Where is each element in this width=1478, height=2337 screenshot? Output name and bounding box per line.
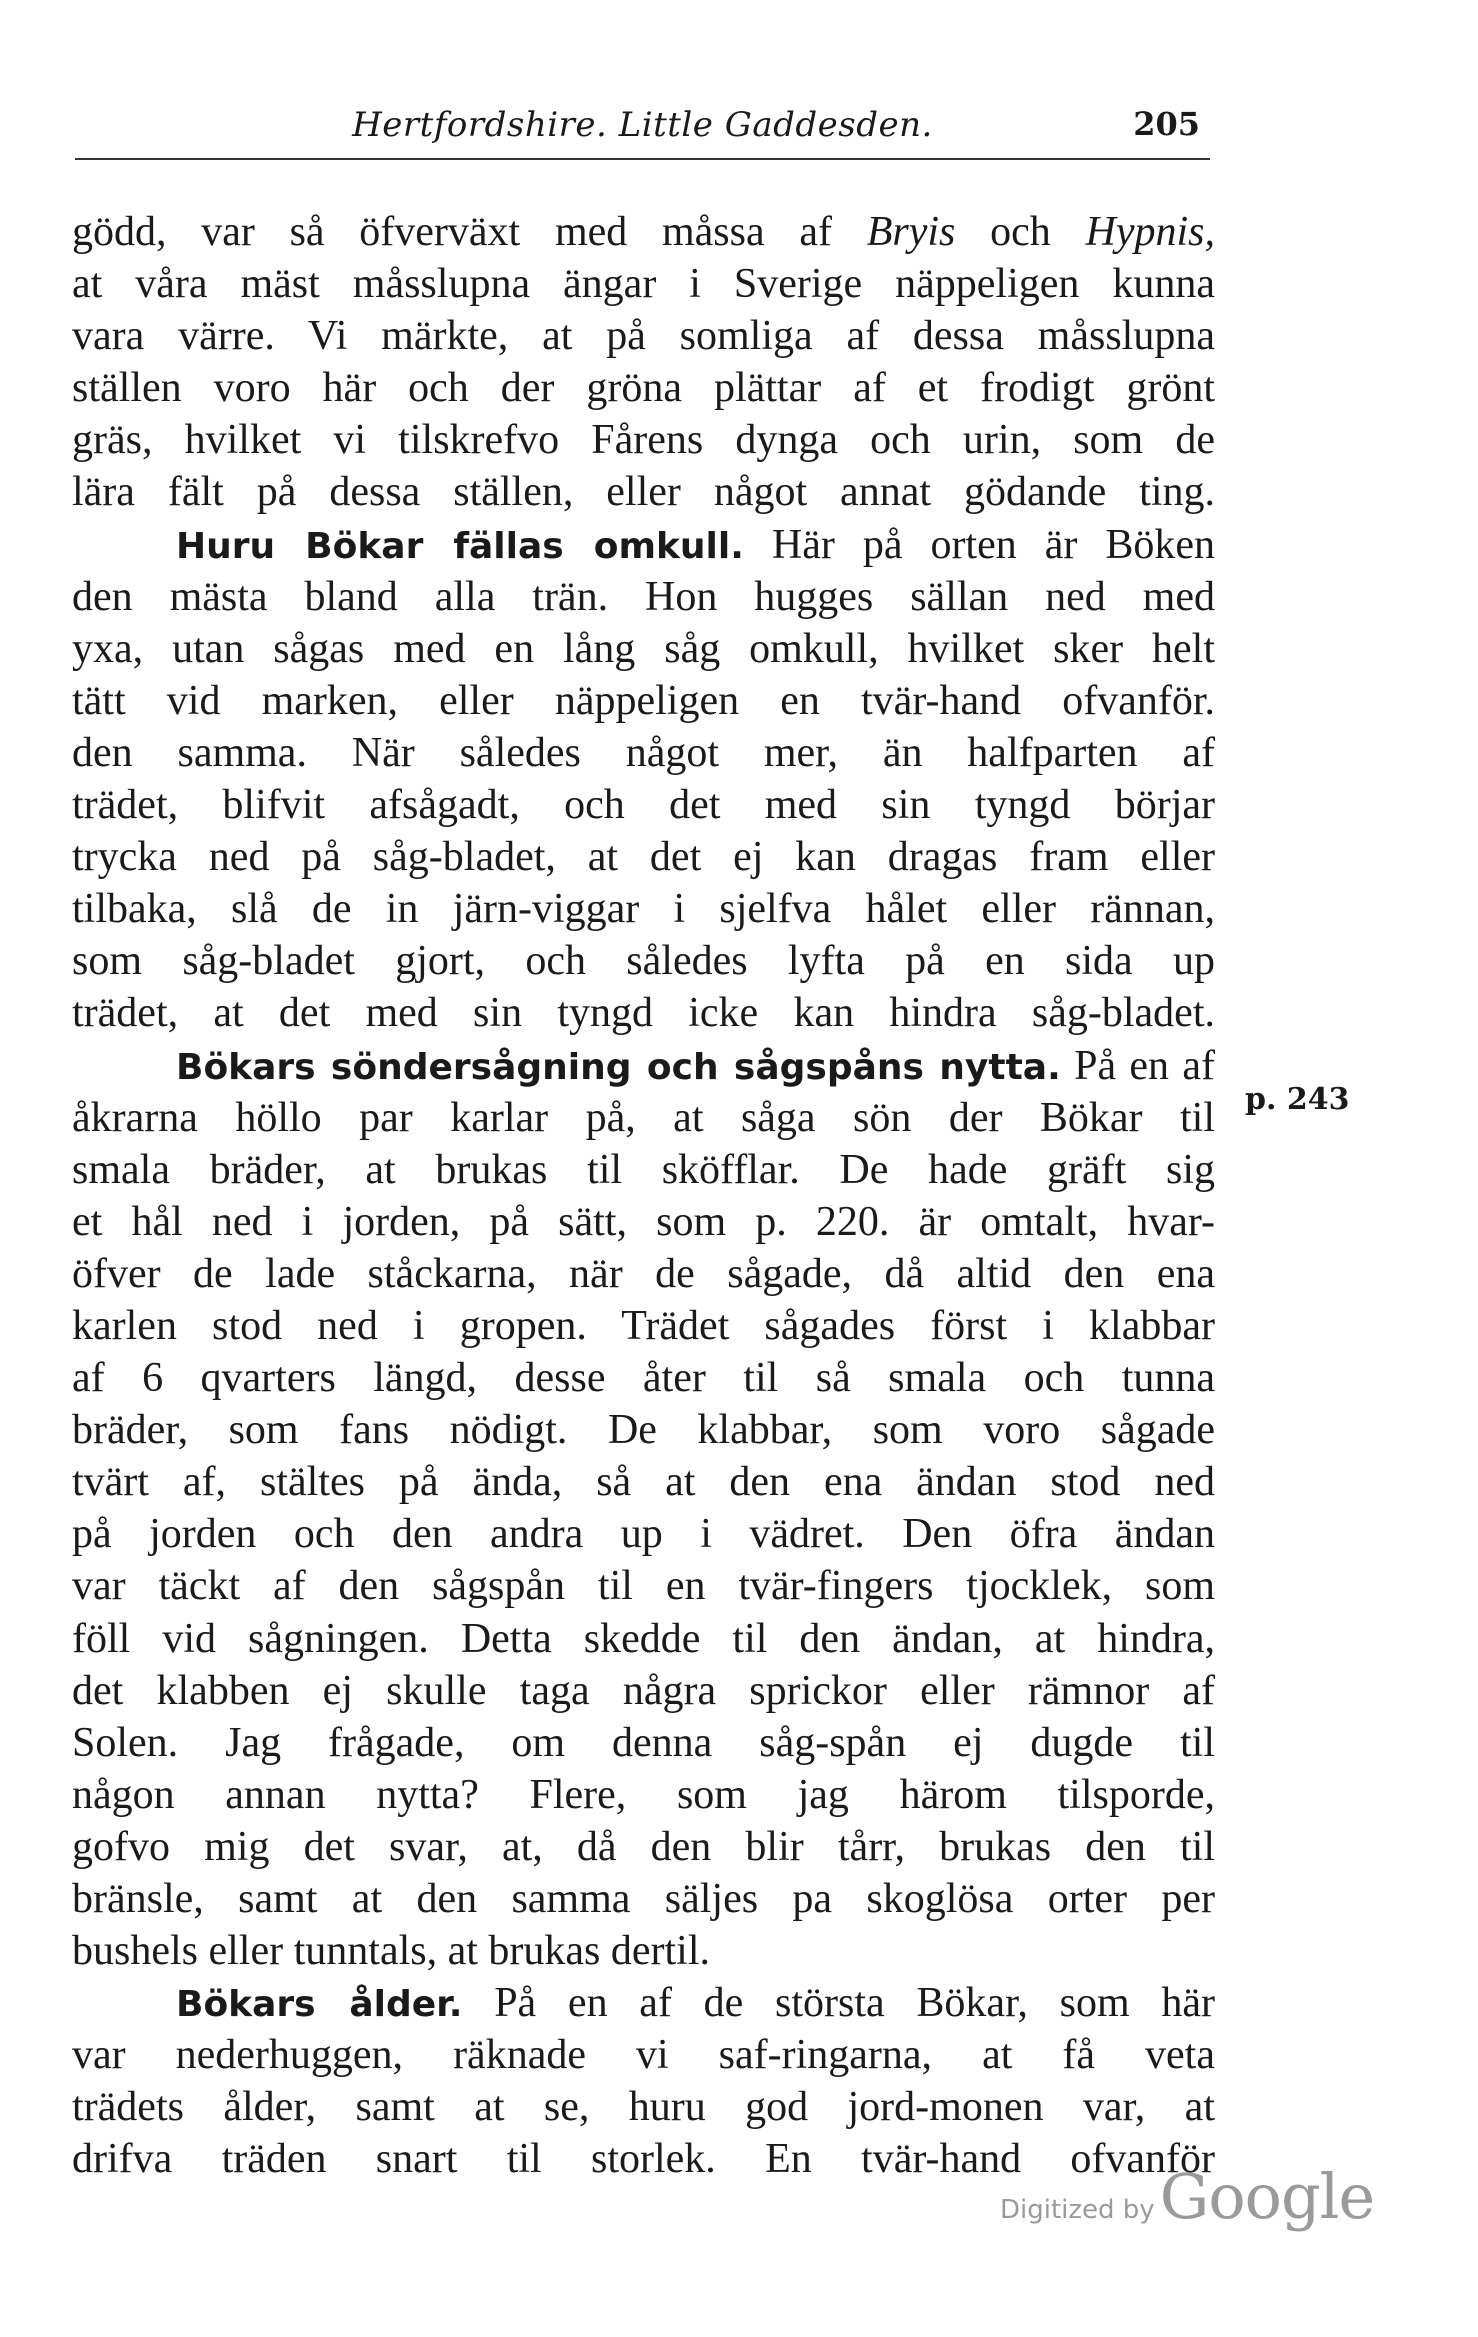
text-line: trädet, blifvit afsågadt, och det med sin tyngd börjar <box>72 782 1215 829</box>
text-line: öfver de lade ståckarna, när de sågade, då altid den ena <box>72 1250 1215 1297</box>
text-line: af 6 qvarters längd, desse åter til så smala och tunna <box>72 1355 1215 1402</box>
text-line: som såg-bladet gjort, och således lyfta på en sida up <box>72 938 1215 985</box>
page-number: 205 <box>1133 105 1200 143</box>
text-line: gräs, hvilket vi tilskrefvo Fårens dynga och urin, som de <box>72 417 1215 464</box>
text-line: föll vid sågningen. Detta skedde til den ändan, at hindra, <box>72 1615 1215 1662</box>
text-line: det klabben ej skulle taga några sprickor eller rämnor af <box>72 1667 1215 1714</box>
section-heading: Bökars ålder. <box>176 1984 463 2026</box>
text-line: ställen voro här och der gröna plättar af et frodigt grönt <box>72 365 1215 412</box>
text-line: gödd, var så öfverväxt med måssa af Bryis och Hypnis, <box>72 209 1215 255</box>
text-line: Solen. Jag frågade, om denna såg-spån ej dugde til <box>72 1719 1215 1766</box>
text-line: Huru Bökar fällas omkull. Här på orten är Böken <box>176 521 1215 568</box>
section-heading: Bökars söndersågning och sågspåns nytta. <box>176 1046 1061 1088</box>
text-line: den samma. När således något mer, än halfparten af <box>72 729 1215 776</box>
text-line: var nederhuggen, räknade vi saf-ringarna, at få veta <box>72 2032 1215 2079</box>
text-line: bräder, som fans nödigt. De klabbar, som voro sågade <box>72 1407 1215 1454</box>
text-line: drifva träden snart til storlek. En tvär-hand ofvanför <box>72 2136 1215 2183</box>
text-line: bushels eller tunntals, at brukas dertil. <box>72 1928 711 1975</box>
text-line: tvärt af, stältes på ända, så at den ena ändan stod ned <box>72 1459 1215 1506</box>
text-line: smala bräder, at brukas til sköfflar. De hade gräft sig <box>72 1146 1215 1193</box>
text-line: lära fält på dessa ställen, eller något annat gödande ting. <box>72 469 1215 516</box>
text-line: någon annan nytta? Flere, som jag härom tilsporde, <box>72 1771 1215 1818</box>
header-rule <box>75 158 1210 160</box>
text-line: vara värre. Vi märkte, at på somliga af dessa måsslupna <box>72 313 1215 360</box>
running-title: Hertfordshire. Little Gaddesden. <box>352 105 933 145</box>
text-line: tätt vid marken, eller näppeligen en tvär-hand ofvanför. <box>72 677 1215 724</box>
margin-page-reference: p. 243 <box>1245 1082 1350 1117</box>
text-line: trädets ålder, samt at se, huru god jord-monen var, at <box>72 2084 1215 2131</box>
running-head <box>75 105 1210 155</box>
text-line: yxa, utan sågas med en lång såg omkull, hvilket sker helt <box>72 625 1215 672</box>
text-line: karlen stod ned i gropen. Trädet sågades först i klabbar <box>72 1302 1215 1349</box>
text-line: gofvo mig det svar, at, då den blir tårr, brukas den til <box>72 1823 1215 1870</box>
text-line: var täckt af den sågspån til en tvär-fingers tjocklek, som <box>72 1563 1215 1610</box>
google-logo: Google <box>1159 2160 1375 2233</box>
text-line: Bökars söndersågning och sågspåns nytta. På en af <box>176 1042 1215 1089</box>
text-line: åkrarna höllo par karlar på, at såga sön der Bökar til <box>72 1094 1215 1141</box>
text-line: på jorden och den andra up i vädret. Den öfra ändan <box>72 1511 1215 1558</box>
text-line: trycka ned på såg-bladet, at det ej kan dragas fram eller <box>72 834 1215 881</box>
body-text <box>72 206 1215 2186</box>
text-line: den mästa bland alla trän. Hon hugges sällan ned med <box>72 573 1215 620</box>
section-heading: Huru Bökar fällas omkull. <box>176 525 744 567</box>
text-line: bränsle, samt at den samma säljes pa skoglösa orter per <box>72 1876 1215 1922</box>
digitized-watermark <box>1000 2160 1374 2233</box>
digitized-label: Digitized by <box>1000 2195 1155 2225</box>
text-line: at våra mäst måsslupna ängar i Sverige näppeligen kunna <box>72 261 1215 308</box>
text-line: tilbaka, slå de in järn-viggar i sjelfva hålet eller rännan, <box>72 886 1215 933</box>
text-line: Bökars ålder. På en af de största Bökar, som här <box>176 1980 1215 2027</box>
text-line: et hål ned i jorden, på sätt, som p. 220. är omtalt, hvar- <box>72 1198 1215 1245</box>
text-line: trädet, at det med sin tyngd icke kan hindra såg-bladet. <box>72 990 1215 1037</box>
